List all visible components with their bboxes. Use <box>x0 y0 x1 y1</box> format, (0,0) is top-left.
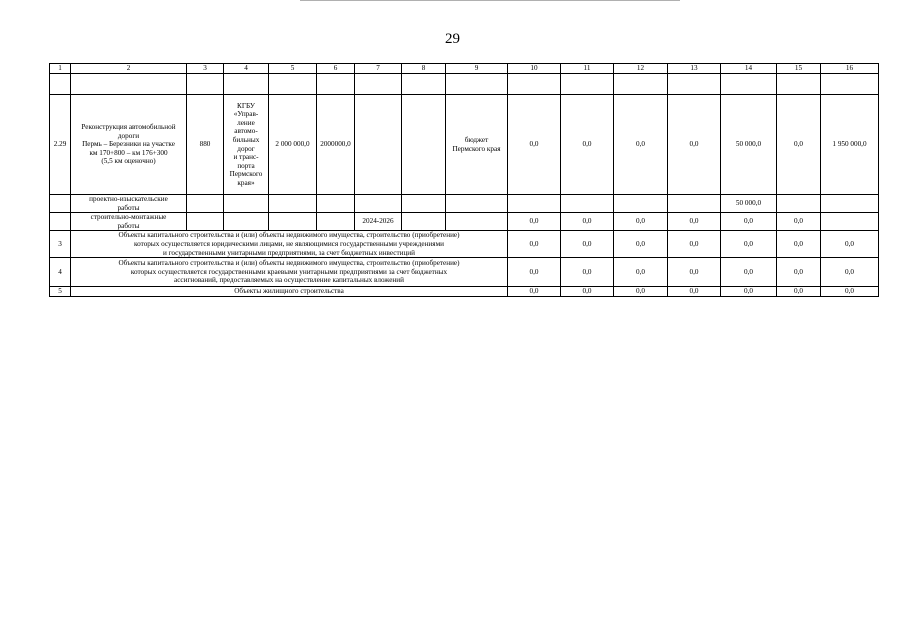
empty-cell <box>777 195 821 213</box>
code-cell: 880 <box>187 95 224 195</box>
empty-cell <box>508 74 561 95</box>
row-number: 5 <box>50 287 71 297</box>
value-cell: 50 000,0 <box>721 95 777 195</box>
value-cell: 0,0 <box>561 258 614 287</box>
col-header: 12 <box>614 64 668 74</box>
empty-cell <box>317 195 355 213</box>
empty-cell <box>317 74 355 95</box>
value-cell: 0,0 <box>508 258 561 287</box>
empty-cell <box>224 74 269 95</box>
period-cell: 2024-2026 <box>355 213 402 231</box>
value-cell: 0,0 <box>777 95 821 195</box>
value-cell: 0,0 <box>668 95 721 195</box>
empty-cell <box>50 195 71 213</box>
value-cell: 0,0 <box>561 231 614 258</box>
row-number: 2.29 <box>50 95 71 195</box>
empty-cell <box>446 195 508 213</box>
empty-cell <box>821 213 879 231</box>
value-cell <box>402 95 446 195</box>
empty-cell <box>561 74 614 95</box>
empty-cell <box>402 195 446 213</box>
empty-cell <box>777 74 821 95</box>
empty-cell <box>821 195 879 213</box>
value-cell: 0,0 <box>721 231 777 258</box>
col-header: 15 <box>777 64 821 74</box>
col-header: 3 <box>187 64 224 74</box>
value-cell: 0,0 <box>777 231 821 258</box>
col-header: 7 <box>355 64 402 74</box>
value-cell: 0,0 <box>508 213 561 231</box>
empty-cell <box>668 74 721 95</box>
value-cell: 0,0 <box>777 258 821 287</box>
empty-cell <box>402 213 446 231</box>
empty-cell <box>224 213 269 231</box>
col-header: 11 <box>561 64 614 74</box>
value-cell: 0,0 <box>561 95 614 195</box>
row-number: 4 <box>50 258 71 287</box>
col-header: 13 <box>668 64 721 74</box>
value-cell: 0,0 <box>614 287 668 297</box>
subitem-name: проектно-изыскательские работы <box>71 195 187 213</box>
value-cell: 0,0 <box>821 258 879 287</box>
empty-cell <box>446 74 508 95</box>
value-cell: 0,0 <box>721 258 777 287</box>
empty-cell <box>269 195 317 213</box>
section-title: Объекты капитального строительства и (или) объекты недвижимого имущества, строительство (приобретение) которых осуществляется юридическими лицами, не являющимися государственными учреждениями и государственными унитарными предприятиями, за счет бюджетных инвестиций <box>71 231 508 258</box>
empty-cell <box>721 74 777 95</box>
value-cell: 2000000,0 <box>317 95 355 195</box>
value-cell: 2 000 000,0 <box>269 95 317 195</box>
col-header: 1 <box>50 64 71 74</box>
value-cell: 0,0 <box>821 287 879 297</box>
empty-cell <box>269 213 317 231</box>
subitem-name: строительно-монтажные работы <box>71 213 187 231</box>
value-cell: 1 950 000,0 <box>821 95 879 195</box>
section-title: Объекты жилищного строительства <box>71 287 508 297</box>
value-cell: 0,0 <box>721 287 777 297</box>
value-cell: 0,0 <box>614 258 668 287</box>
empty-cell <box>187 74 224 95</box>
value-cell: 0,0 <box>614 213 668 231</box>
empty-cell <box>187 213 224 231</box>
section-title: Объекты капитального строительства и (или) объекты недвижимого имущества, строительство (приобретение) которых осуществляется государственными краевыми унитарными предприятиями за счет бюджетных ассигнований, предоставляемых на осуществление капитальных вложений <box>71 258 508 287</box>
value-cell <box>355 95 402 195</box>
empty-cell <box>355 74 402 95</box>
value-cell: 0,0 <box>561 287 614 297</box>
empty-cell <box>269 74 317 95</box>
organization-cell: КГБУ «Управ- ление автомо- бильных дорог и транс- порта Пермского края» <box>224 95 269 195</box>
empty-cell <box>224 195 269 213</box>
value-cell: 0,0 <box>508 95 561 195</box>
top-rule <box>300 0 680 1</box>
value-cell: 0,0 <box>668 231 721 258</box>
empty-cell <box>668 195 721 213</box>
header-row <box>50 64 879 74</box>
empty-cell <box>355 195 402 213</box>
col-header: 14 <box>721 64 777 74</box>
empty-cell <box>446 213 508 231</box>
value-cell: 0,0 <box>614 95 668 195</box>
page-number: 29 <box>445 31 460 47</box>
empty-cell <box>821 74 879 95</box>
empty-cell <box>50 74 71 95</box>
col-header: 5 <box>269 64 317 74</box>
empty-cell <box>187 195 224 213</box>
empty-cell <box>71 74 187 95</box>
value-cell: 0,0 <box>777 213 821 231</box>
col-header: 8 <box>402 64 446 74</box>
blank-row <box>50 74 879 95</box>
empty-cell <box>50 213 71 231</box>
empty-cell <box>317 213 355 231</box>
row-number: 3 <box>50 231 71 258</box>
budget-source: бюджет Пермского края <box>446 95 508 195</box>
empty-cell <box>614 74 668 95</box>
value-cell: 0,0 <box>668 287 721 297</box>
value-cell: 50 000,0 <box>721 195 777 213</box>
table-row-design-works <box>50 195 879 213</box>
table-row-section-4 <box>50 258 879 287</box>
table-row-2-29 <box>50 95 879 195</box>
table-row-section-5 <box>50 287 879 297</box>
col-header: 9 <box>446 64 508 74</box>
value-cell: 0,0 <box>561 213 614 231</box>
value-cell: 0,0 <box>614 231 668 258</box>
col-header: 16 <box>821 64 879 74</box>
value-cell: 0,0 <box>721 213 777 231</box>
col-header: 4 <box>224 64 269 74</box>
value-cell: 0,0 <box>508 231 561 258</box>
value-cell: 0,0 <box>508 287 561 297</box>
table-row-construction-works <box>50 213 879 231</box>
value-cell: 0,0 <box>668 213 721 231</box>
empty-cell <box>508 195 561 213</box>
budget-table <box>49 63 879 297</box>
col-header: 2 <box>71 64 187 74</box>
value-cell: 0,0 <box>777 287 821 297</box>
col-header: 10 <box>508 64 561 74</box>
object-name: Реконструкция автомобильной дороги Пермь – Березники на участке км 170+800 – км 176+300 (5,5 км оценочно) <box>71 95 187 195</box>
empty-cell <box>614 195 668 213</box>
value-cell: 0,0 <box>668 258 721 287</box>
empty-cell <box>402 74 446 95</box>
table-row-section-3 <box>50 231 879 258</box>
empty-cell <box>561 195 614 213</box>
col-header: 6 <box>317 64 355 74</box>
value-cell: 0,0 <box>821 231 879 258</box>
